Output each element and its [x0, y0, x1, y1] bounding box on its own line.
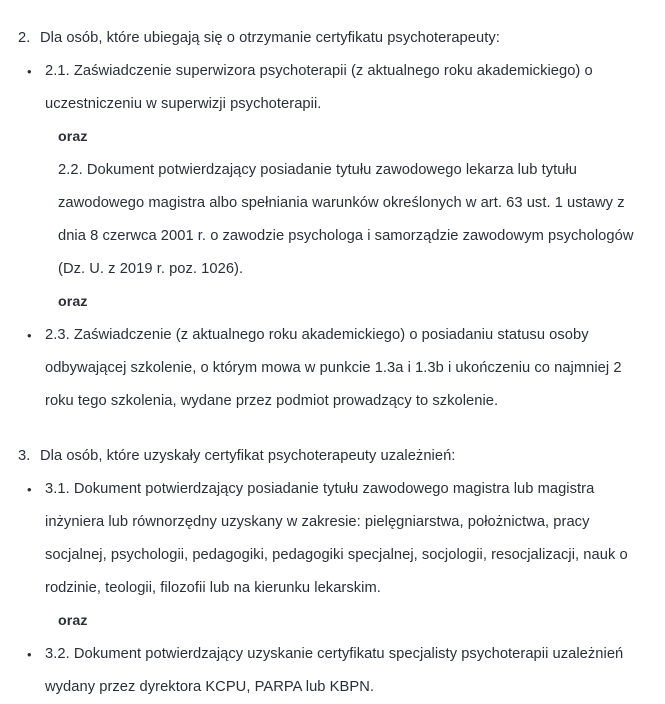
- conjunction-label: oraz: [58, 129, 88, 145]
- bullet-icon: •: [27, 482, 32, 497]
- section-heading: [18, 440, 647, 473]
- list-section: [18, 22, 647, 418]
- section-heading: [18, 22, 647, 55]
- list-item-text: 2.2. Dokument potwierdzający posiadanie tytułu zawodowego lekarza lub tytułu zawodowego magistra albo spełniania warunków określonych w art. 63 ust. 1 ustawy z dnia 8 czerwca 2001 r. o zawodzie psychologa i samorządzie zawodowym psychologów (Dz. U. z 2019 r. poz. 1026).: [58, 162, 634, 277]
- list-item: [18, 473, 647, 605]
- list-item-text: 2.3. Zaświadczenie (z aktualnego roku akademickiego) o posiadaniu statusu osoby odbywającej szkolenie, o którym mowa w punkcie 1.3a i 1.3b i ukończeniu co najmniej 2 roku tego szkolenia, wydane przez podmiot prowadzący to szkolenie.: [45, 327, 622, 409]
- section-number: 3.: [18, 448, 31, 464]
- list-section: [18, 440, 647, 704]
- list-item-text: 2.1. Zaświadczenie superwizora psychoterapii (z aktualnego roku akademickiego) o uczestniczeniu w superwizji psychoterapii.: [45, 63, 593, 112]
- bullet-icon: •: [27, 64, 32, 79]
- list-item-text: 3.2. Dokument potwierdzający uzyskanie certyfikatu specjalisty psychoterapii uzależnień wydany przez dyrektora KCPU, PARPA lub KBPN.: [45, 646, 624, 695]
- section-heading-text: Dla osób, które ubiegają się o otrzymanie certyfikatu psychoterapeuty:: [40, 30, 500, 46]
- list-item: [18, 638, 647, 704]
- list-item-text: 3.1. Dokument potwierdzający posiadanie tytułu zawodowego magistra lub magistra inżyniera lub równorzędny uzyskany w zakresie: pielęgniarstwa, położnictwa, pracy socjalnej, psychologii, pedagogiki, pedagogiki specjalnej, socjologii, resocjalizacji, nauk o rodzinie, teologii, filozofii lub na kierunku lekarskim.: [45, 481, 628, 596]
- list-item: [18, 55, 647, 121]
- conjunction-label: oraz: [58, 613, 88, 629]
- list-item: [18, 319, 647, 418]
- section-number: 2.: [18, 30, 31, 46]
- section-heading-text: Dla osób, które uzyskały certyfikat psychoterapeuty uzależnień:: [40, 448, 456, 464]
- conjunction-label: oraz: [58, 294, 88, 310]
- bullet-icon: •: [27, 328, 32, 343]
- bullet-icon: •: [27, 647, 32, 662]
